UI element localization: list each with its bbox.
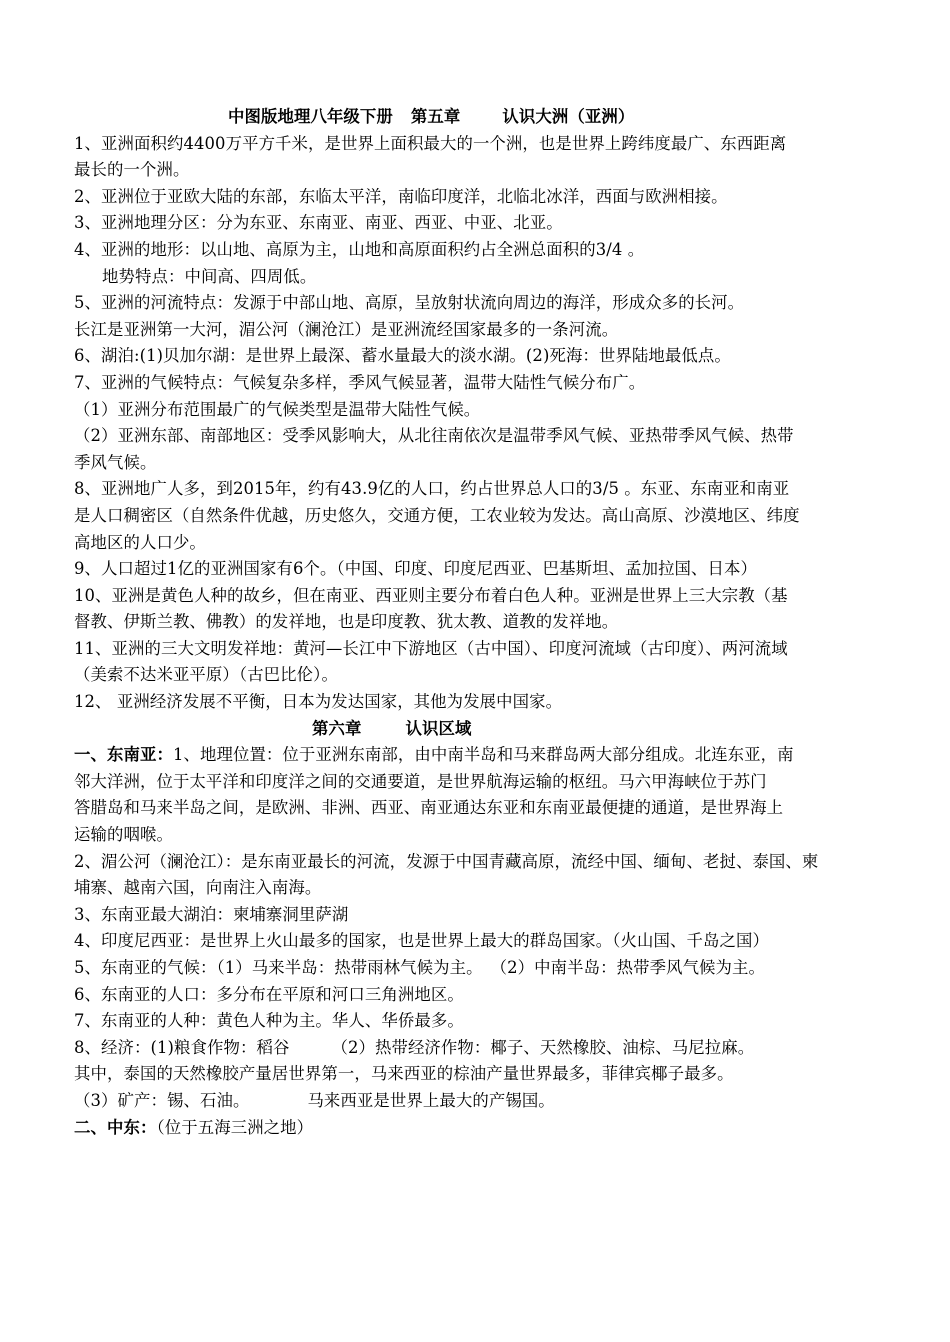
paragraph-line: 10、亚洲是黄色人种的故乡，但在南亚、西亚则主要分布着白色人种。亚洲是世界上三大宗教（基 [74,585,788,605]
paragraph-line: 埔寨、越南六国，向南注入南海。 [74,878,322,898]
economy-part-1: 8、经济：(1)粮食作物：稻谷 [74,1037,290,1057]
paragraph-line: （1）亚洲分布范围最广的气候类型是温带大陆性气候。 [74,399,481,419]
chapter5-chapter-label: 第五章 [410,107,461,126]
paragraph-line: 最长的一个洲。 [74,160,190,180]
chapter6-topic: 认识区域 [405,718,472,738]
chapter6-chapter-label: 第六章 [312,718,362,738]
minerals-line [74,1088,884,1115]
paragraph-line: （2）亚洲东部、南部地区：受季风影响大，从北往南依次是温带季风气候、亚热带季风气候、热带 [74,426,794,446]
chapter5-topic: 认识大洲（亚洲） [502,107,635,126]
paragraph-line: 其中，泰国的天然橡胶产量居世界第一，马来西亚的棕油产量世界最多，菲律宾椰子最多。 [74,1064,734,1084]
economy-part-2: （2）热带经济作物：椰子、天然橡胶、油棕、马尼拉麻。 [331,1037,755,1057]
paragraph-line: 季风气候。 [74,452,157,472]
minerals-part-1: （3）矿产：锡、石油。 [74,1090,250,1110]
paragraph-line: 11、亚洲的三大文明发祥地：黄河—长江中下游地区（古中国）、印度河流域（古印度）、两河流域 [74,638,788,658]
paragraph-line: 1、亚洲面积约4400万平方千米，是世界上面积最大的一个洲，也是世界上跨纬度最广、东西距离 [74,133,787,153]
section-heading-southeast-asia: 一、东南亚： [74,745,173,765]
chapter6-title [74,716,884,743]
paragraph-line: 运输的咽喉。 [74,825,173,845]
paragraph-line: 长江是亚洲第一大河，湄公河（澜沧江）是亚洲流经国家最多的一条河流。 [74,319,619,339]
paragraph-line: （美索不达米亚平原）（古巴比伦）。 [74,665,338,685]
paragraph-line: 4、亚洲的地形：以山地、高原为主，山地和高原面积约占全洲总面积的3/4 。 [74,239,645,259]
climate-part-2: （2）中南半岛：热带季风气候为主。 [490,958,766,977]
paragraph-line: 地势特点：中间高、四周低。 [102,266,317,286]
section-heading-middle-east: 二、中东： [74,1117,157,1137]
paragraph-line: 3、东南亚最大湖泊：柬埔寨洞里萨湖 [74,904,349,924]
minerals-part-2: 马来西亚是世界上最大的产锡国。 [307,1090,555,1110]
chapter5-title [74,104,884,131]
paragraph-line: 邻大洋洲，位于太平洋和印度洋之间的交通要道，是世界航海运输的枢纽。马六甲海峡位于苏门 [74,771,767,791]
paragraph-line: 12、 亚洲经济发展不平衡，日本为发达国家，其他为发展中国家。 [74,692,563,712]
paragraph-text: 1、地理位置：位于亚洲东南部，由中南半岛和马来群岛两大部分组成。北连东亚，南 [172,745,794,765]
paragraph-line: 答腊岛和马来半岛之间，是欧洲、非洲、西亚、南亚通达东亚和东南亚最便捷的通道，是世界海上 [74,798,784,818]
section-middle-east-note: （位于五海三洲之地） [156,1117,314,1137]
paragraph-line: 高地区的人口少。 [74,532,206,552]
climate-part-1: （1）马来半岛：热带雨林气候为主。 [216,958,483,977]
climate-lead: 5、东南亚的气候： [74,958,217,977]
paragraph-line: 7、东南亚的人种：黄色人种为主。华人、华侨最多。 [74,1011,464,1031]
climate-line [74,955,884,982]
paragraph-line: 7、亚洲的气候特点：气候复杂多样，季风气候显著，温带大陆性气候分布广。 [74,372,646,392]
paragraph-line: 3、亚洲地理分区：分为东亚、东南亚、南亚、西亚、中亚、北亚。 [74,213,563,233]
paragraph-line: 5、亚洲的河流特点：发源于中部山地、高原，呈放射状流向周边的海洋，形成众多的长河。 [74,293,745,313]
section-middle-east-line [74,1115,884,1142]
paragraph-line: 督教、伊斯兰教、佛教）的发祥地，也是印度教、犹太教、道教的发祥地。 [74,612,619,632]
paragraph-line: 是人口稠密区（自然条件优越，历史悠久，交通方便，工农业较为发达。高山高原、沙漠地区、纬度 [74,505,800,525]
paragraph-line: 8、亚洲地广人多，到2015年，约有43.9亿的人口，约占世界总人口的3/5 。东亚、东南亚和南亚 [74,479,790,499]
paragraph-line: 2、亚洲位于亚欧大陆的东部，东临太平洋，南临印度洋，北临北冰洋，西面与欧洲相接。 [74,186,728,206]
paragraph-line: 6、湖泊:(1)贝加尔湖：是世界上最深、蓄水量最大的淡水湖。(2)死海：世界陆地最低点。 [74,346,731,366]
document-page [74,104,884,1141]
paragraph-line: 4、印度尼西亚：是世界上火山最多的国家，也是世界上最大的群岛国家。（火山国、千岛之国） [74,931,769,951]
section-southeast-asia-first-line [74,742,884,769]
paragraph-line: 9、人口超过1亿的亚洲国家有6个。（中国、印度、印度尼西亚、巴基斯坦、孟加拉国、日本） [74,559,758,579]
chapter5-book-title: 中图版地理八年级下册 [228,107,393,126]
paragraph-line: 2、湄公河（澜沧江）：是东南亚最长的河流，发源于中国青藏高原，流经中国、缅甸、老挝、泰国、柬 [74,851,819,871]
economy-line [74,1035,884,1062]
paragraph-line: 6、东南亚的人口：多分布在平原和河口三角洲地区。 [74,984,464,1004]
